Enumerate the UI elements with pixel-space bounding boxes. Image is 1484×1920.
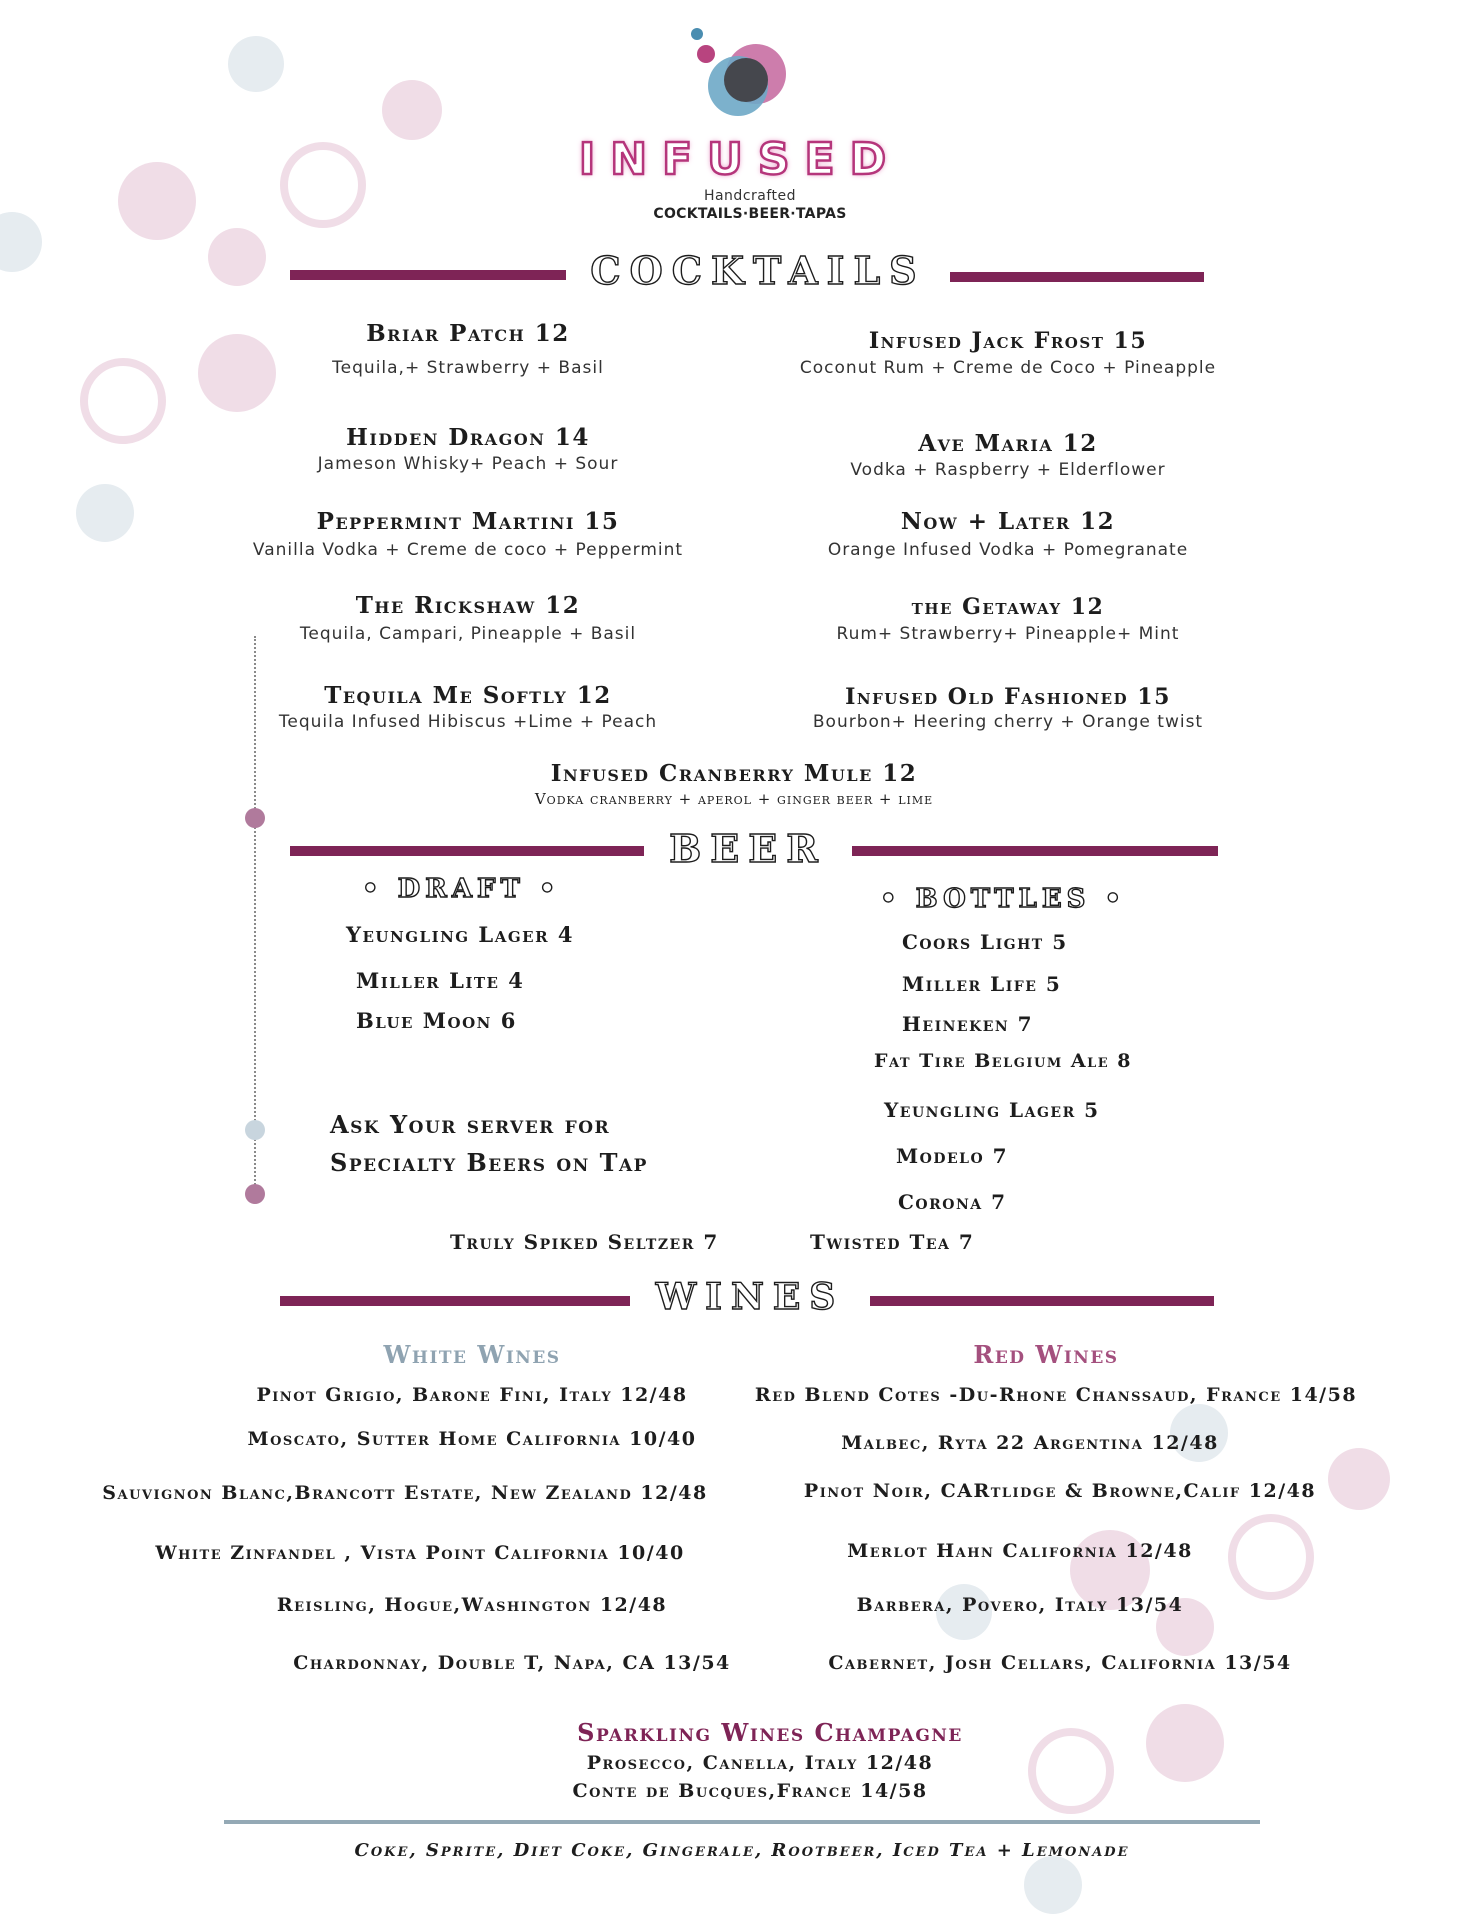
timeline-dot bbox=[245, 808, 265, 828]
cocktail-name: Briar Patch 12 bbox=[366, 320, 570, 347]
cocktail-desc: Orange Infused Vodka + Pomegranate bbox=[827, 540, 1189, 560]
divider-bar bbox=[852, 846, 1218, 856]
bubble bbox=[1024, 1856, 1082, 1914]
cocktail-desc: Tequila Infused Hibiscus +Lime + Peach bbox=[278, 712, 658, 732]
bottle-item: Miller Life 5 bbox=[902, 972, 1062, 996]
draft-item: Blue Moon 6 bbox=[356, 1008, 517, 1033]
bottle-item: Modelo 7 bbox=[896, 1144, 1009, 1168]
soft-drinks-list: Coke, Sprite, Diet Coke, Gingerale, Rootbeer, Iced Tea + Lemonade bbox=[354, 1840, 1130, 1861]
draft-title: • DRAFT • bbox=[362, 874, 561, 904]
red-wine-item: Red Blend Cotes -Du-Rhone Chanssaud, France 14/58 bbox=[754, 1384, 1358, 1406]
red-wine-item: Merlot Hahn California 12/48 bbox=[847, 1540, 1193, 1562]
bubbles-logo-icon bbox=[682, 22, 794, 122]
divider-bar bbox=[280, 1296, 630, 1306]
red-wine-item: Barbera, Povero, Italy 13/54 bbox=[856, 1594, 1184, 1616]
sparkling-item: Conte de Bucques,France 14/58 bbox=[572, 1780, 928, 1802]
bubble bbox=[382, 80, 442, 140]
sparkling-item: Prosecco, Canella, Italy 12/48 bbox=[586, 1752, 934, 1774]
section-title-beer: BEER bbox=[669, 826, 827, 871]
bubble bbox=[0, 212, 42, 272]
footer-divider bbox=[224, 1820, 1260, 1824]
bubble bbox=[118, 162, 196, 240]
cocktail-name: Now + Later 12 bbox=[900, 508, 1116, 535]
divider-bar bbox=[290, 270, 566, 280]
section-title-wines: WINES bbox=[655, 1276, 845, 1318]
brand-name: INFUSED bbox=[578, 134, 902, 185]
bubble bbox=[228, 36, 284, 92]
cocktail-name: Infused Cranberry Mule 12 bbox=[550, 760, 918, 787]
bubble bbox=[208, 228, 266, 286]
white-wine-item: Sauvignon Blanc,Brancott Estate, New Zealand 12/48 bbox=[102, 1482, 708, 1504]
cocktail-desc: Vodka + Raspberry + Elderflower bbox=[850, 460, 1166, 480]
cocktail-desc: Bourbon+ Heering cherry + Orange twist bbox=[812, 712, 1204, 732]
bubble-ring bbox=[280, 142, 366, 228]
bubble-ring bbox=[80, 358, 166, 444]
cocktail-name: Hidden Dragon 14 bbox=[346, 424, 590, 451]
bubble bbox=[76, 484, 134, 542]
white-wine-item: Moscato, Sutter Home California 10/40 bbox=[247, 1428, 697, 1450]
cocktail-name: Infused Old Fashioned 15 bbox=[845, 684, 1171, 710]
red-wines-title: Red Wines bbox=[973, 1340, 1119, 1369]
divider-bar bbox=[870, 1296, 1214, 1306]
red-wine-item: Pinot Noir, CARtlidge & Browne,Calif 12/48 bbox=[803, 1480, 1317, 1502]
section-title-cocktails: COCKTAILS bbox=[590, 248, 926, 293]
draft-item: Miller Lite 4 bbox=[356, 968, 525, 993]
white-wine-item: Pinot Grigio, Barone Fini, Italy 12/48 bbox=[256, 1384, 688, 1406]
cocktail-desc: Vanilla Vodka + Creme de coco + Peppermint bbox=[252, 540, 684, 560]
cocktail-desc: Tequila, Campari, Pineapple + Basil bbox=[299, 624, 637, 644]
cocktail-name: Infused Jack Frost 15 bbox=[868, 328, 1148, 354]
timeline-dot bbox=[245, 1120, 265, 1140]
cocktail-desc: Coconut Rum + Creme de Coco + Pineapple bbox=[799, 358, 1217, 378]
twisted-tea-item: Twisted Tea 7 bbox=[810, 1230, 975, 1254]
white-wine-item: Reisling, Hogue,Washington 12/48 bbox=[276, 1594, 668, 1616]
white-wine-item: White Zinfandel , Vista Point California 10/40 bbox=[155, 1542, 685, 1564]
cocktail-name: The Rickshaw 12 bbox=[355, 592, 581, 619]
sparkling-title: Sparkling Wines Champagne bbox=[577, 1718, 963, 1747]
timeline-dot bbox=[245, 1184, 265, 1204]
brand-tagline-1: Handcrafted bbox=[703, 188, 797, 204]
bubble bbox=[198, 334, 276, 412]
divider-bar bbox=[950, 272, 1204, 282]
cocktail-desc: Vodka cranberry + aperol + ginger beer + lime bbox=[534, 790, 934, 808]
cocktail-name: the Getaway 12 bbox=[911, 594, 1105, 620]
specialty-note-line-2: Specialty Beers on Tap bbox=[330, 1148, 648, 1177]
brand-tagline-2: COCKTAILS·BEER·TAPAS bbox=[653, 206, 847, 222]
seltzer-item: Truly Spiked Seltzer 7 bbox=[450, 1230, 719, 1254]
cocktail-name: Ave Maria 12 bbox=[918, 430, 1098, 457]
bottle-item: Coors Light 5 bbox=[902, 930, 1068, 954]
cocktail-desc: Rum+ Strawberry+ Pineapple+ Mint bbox=[836, 624, 1180, 644]
white-wine-item: Chardonnay, Double T, Napa, CA 13/54 bbox=[293, 1652, 731, 1674]
bottle-item: Fat Tire Belgium Ale 8 bbox=[874, 1050, 1132, 1072]
cocktail-desc: Jameson Whisky+ Peach + Sour bbox=[317, 454, 619, 474]
timeline-dotted-line bbox=[254, 636, 256, 1196]
red-wine-item: Cabernet, Josh Cellars, California 13/54 bbox=[828, 1652, 1292, 1674]
divider-bar bbox=[290, 846, 644, 856]
bottle-item: Heineken 7 bbox=[902, 1012, 1034, 1036]
specialty-note-line-1: Ask Your server for bbox=[330, 1110, 611, 1139]
cocktail-name: Peppermint Martini 15 bbox=[316, 508, 620, 535]
bubble bbox=[1146, 1704, 1224, 1782]
bottle-item: Yeungling Lager 5 bbox=[884, 1098, 1100, 1122]
red-wine-item: Malbec, Ryta 22 Argentina 12/48 bbox=[841, 1432, 1219, 1454]
bottle-item: Corona 7 bbox=[898, 1190, 1007, 1214]
cocktail-desc: Tequila,+ Strawberry + Basil bbox=[332, 358, 604, 378]
draft-item: Yeungling Lager 4 bbox=[346, 922, 574, 947]
cocktail-name: Tequila Me Softly 12 bbox=[324, 682, 612, 709]
white-wines-title: White Wines bbox=[383, 1340, 561, 1369]
bottles-title: • BOTTLES • bbox=[880, 884, 1127, 914]
